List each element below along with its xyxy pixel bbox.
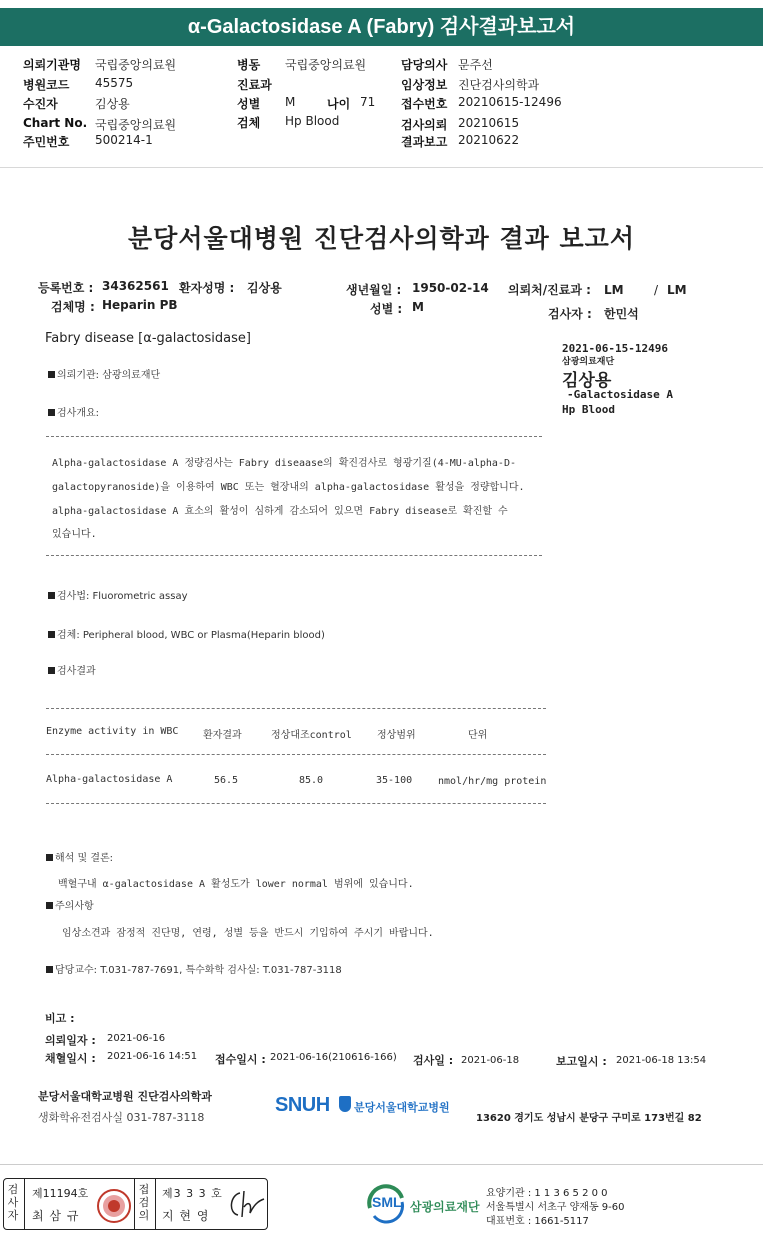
value-chart-no: 국립중앙의료원	[95, 118, 177, 132]
value-test-request: 20210615	[458, 116, 520, 130]
interpretation-title: 해석 및 결론:	[55, 853, 114, 864]
name-1: 최 삼 규	[32, 1209, 80, 1223]
request-date-value: 2021-06-16	[107, 1033, 166, 1044]
value-doctor: 문주선	[458, 58, 493, 72]
sml-org-name: 삼광의료재단	[410, 1200, 480, 1214]
license-1: 제11194호	[32, 1187, 89, 1200]
bullet-square-icon	[48, 592, 55, 599]
patient-name-label: 환자성명 :	[179, 281, 235, 295]
label-department: 진료과	[237, 78, 272, 92]
stamp-org: 삼광의료재단	[562, 357, 615, 367]
table-header-unit: 단위	[468, 730, 488, 741]
institution-section	[48, 366, 160, 381]
column-divider	[134, 1179, 135, 1229]
header-divider	[0, 167, 763, 168]
caution-section	[46, 897, 94, 912]
overview-line-3: alpha-galactosidase A 효소의 활성이 심하게 감소되어 있으면 Fabry disease로 확진할 수	[52, 506, 508, 517]
collect-label: 채혈일시 :	[45, 1052, 96, 1065]
label-receipt-no: 접수번호	[401, 97, 448, 111]
test-name: Fabry disease [α-galactosidase]	[45, 331, 251, 346]
request-date-label: 의뢰일자 :	[45, 1034, 96, 1047]
column-divider	[24, 1179, 25, 1229]
value-patient: 김상용	[95, 97, 130, 111]
overview-section-title	[48, 404, 99, 419]
table-header-range: 정상범위	[377, 730, 416, 741]
label-chart-no: Chart No.	[23, 116, 88, 130]
stamp-specimen: Hp Blood	[562, 403, 615, 416]
value-clinical-info: 진단검사의학과	[458, 78, 540, 92]
label-clinical-info: 임상정보	[401, 78, 448, 92]
result-section-title	[48, 662, 96, 677]
dashed-divider	[46, 555, 542, 556]
stamp-test: -Galactosidase A	[567, 388, 673, 401]
value-sex: M	[285, 95, 296, 109]
table-cell-patient-result: 56.5	[214, 775, 239, 786]
column-divider	[155, 1179, 156, 1229]
table-bottom-divider	[46, 803, 546, 804]
value-hospital-code: 45575	[95, 76, 134, 90]
table-top-divider	[46, 708, 546, 709]
remarks-label: 비고 :	[45, 1012, 75, 1025]
org-phone: 대표번호 : 1661-5117	[486, 1216, 589, 1227]
interpretation-section	[46, 849, 113, 864]
dept-separator: /	[654, 283, 659, 297]
footer-lab: 생화학유전검사실 031-787-3118	[38, 1111, 205, 1124]
bullet-square-icon	[46, 854, 53, 861]
bullet-square-icon	[46, 966, 53, 973]
org-address: 서울특별시 서초구 양재동 9-60	[486, 1202, 625, 1213]
overview-title: 검사개요:	[57, 408, 100, 419]
dept-label: 의뢰처/진료과 :	[508, 283, 591, 297]
org-code: 요양기관 : 1 1 3 6 5 2 0 0	[486, 1188, 608, 1199]
overview-line-1: Alpha-galactosidase A 정량검사는 Fabry diseaase의 확진검사로 형광기질(4-MU-alpha-D-	[52, 458, 516, 469]
dob-label: 생년월일 :	[346, 283, 402, 297]
table-cell-unit: nmol/hr/mg protein	[438, 776, 547, 787]
inspector-column-label: 접검의	[138, 1183, 150, 1222]
table-header-enzyme: Enzyme activity in WBC	[46, 726, 179, 737]
sex-label: 성별 :	[370, 302, 403, 316]
institution-text: 의뢰기관: 삼광의료재단	[57, 370, 161, 381]
dob-value: 1950-02-14	[412, 281, 489, 295]
label-doctor: 담당의사	[401, 58, 448, 72]
footer-address: 13620 경기도 성남시 분당구 구미로 173번길 82	[476, 1113, 702, 1124]
interpretation-text: 백혈구내 α-galactosidase A 활성도가 lower normal 범위에 있습니다.	[58, 879, 414, 890]
label-test-request: 검사의뢰	[401, 118, 448, 132]
report-date-value: 2021-06-18 13:54	[616, 1055, 707, 1066]
snuh-logo-text: 분당서울대학교병원	[354, 1101, 450, 1114]
table-header-patient-result: 환자결과	[203, 730, 242, 741]
signature-box	[3, 1178, 268, 1230]
caution-title: 주의사항	[55, 901, 94, 912]
test-date-value: 2021-06-18	[461, 1055, 520, 1066]
bullet-square-icon	[48, 631, 55, 638]
tester-value: 한민석	[604, 307, 639, 321]
report-date-label: 보고일시 :	[556, 1055, 607, 1068]
bullet-square-icon	[48, 409, 55, 416]
value-specimen: Hp Blood	[285, 114, 340, 128]
value-age: 71	[360, 95, 376, 109]
license-2: 제3 3 3 호	[162, 1187, 223, 1200]
caution-text: 임상소견과 잠정적 진단명, 연령, 성별 등을 반드시 기입하여 주시기 바랍니다.	[62, 928, 434, 939]
contact-section	[46, 961, 342, 976]
snuh-emblem-icon	[339, 1096, 351, 1112]
bullet-square-icon	[48, 371, 55, 378]
sml-logo-text: SML	[372, 1194, 402, 1210]
label-hospital-code: 병원코드	[23, 78, 70, 92]
dept-value-1: LM	[604, 283, 624, 297]
table-cell-control: 85.0	[299, 775, 324, 786]
label-result-report: 결과보고	[401, 135, 448, 149]
signature-icon	[226, 1187, 266, 1223]
tester-column-label: 검사자	[7, 1183, 19, 1222]
overview-line-2: galactopyranoside)을 이용하여 WBC 또는 혈장내의 alpha-galactosidase 활성을 정량합니다.	[52, 482, 525, 493]
result-title: 검사결과	[57, 666, 96, 677]
label-sex: 성별	[237, 97, 261, 111]
method-section	[48, 587, 188, 602]
table-cell-range: 35-100	[376, 775, 413, 786]
bullet-square-icon	[46, 902, 53, 909]
reg-value: 34362561	[102, 279, 169, 293]
seal-stamp-icon	[95, 1187, 133, 1225]
specimen-name-value: Heparin PB	[102, 298, 178, 312]
footer-dept: 분당서울대학교병원 진단검사의학과	[38, 1090, 212, 1103]
value-ward: 국립중앙의료원	[285, 58, 367, 72]
snuh-logo: SNUH	[275, 1094, 330, 1116]
test-date-label: 검사일 :	[413, 1054, 454, 1067]
table-cell-enzyme: Alpha-galactosidase A	[46, 774, 173, 785]
label-institution: 의뢰기관명	[23, 58, 81, 72]
stamp-receipt-no: 2021-06-15-12496	[562, 342, 668, 355]
receipt-label: 접수일시 :	[215, 1053, 266, 1066]
label-patient: 수진자	[23, 97, 58, 111]
label-age: 나이	[327, 97, 351, 111]
receipt-value: 2021-06-16(210616-166)	[270, 1052, 397, 1063]
specimen-name-label: 검체명 :	[51, 300, 95, 314]
tester-label: 검사자 :	[548, 307, 592, 321]
contact-text: 담당교수: T.031-787-7691, 특수화학 검사실: T.031-787-3118	[55, 965, 342, 976]
footer-divider	[0, 1164, 763, 1165]
table-header-control: 정상대조control	[271, 730, 352, 741]
patient-name-value: 김상용	[247, 281, 282, 295]
name-2: 지 현 영	[162, 1209, 210, 1223]
overview-line-4: 있습니다.	[52, 529, 97, 540]
label-resident-no: 주민번호	[23, 135, 70, 149]
label-specimen: 검체	[237, 116, 261, 130]
bullet-square-icon	[48, 667, 55, 674]
reg-label: 등록번호 :	[38, 281, 94, 295]
table-header-divider	[46, 754, 546, 755]
method-text: 검사법: Fluorometric assay	[57, 591, 188, 602]
value-institution: 국립중앙의료원	[95, 58, 177, 72]
specimen-section	[48, 626, 325, 641]
specimen-text: 검체: Peripheral blood, WBC or Plasma(Heparin blood)	[57, 630, 325, 641]
value-resident-no: 500214-1	[95, 133, 153, 147]
report-header-title: α-Galactosidase A (Fabry) 검사결과보고서	[0, 8, 763, 46]
dashed-divider	[46, 436, 542, 437]
label-ward: 병동	[237, 58, 261, 72]
collect-value: 2021-06-16 14:51	[107, 1051, 198, 1062]
stamp-patient: 김상용	[562, 371, 612, 391]
value-receipt-no: 20210615-12496	[458, 95, 562, 109]
sex-value: M	[412, 300, 424, 314]
dept-value-2: LM	[667, 283, 687, 297]
value-result-report: 20210622	[458, 133, 520, 147]
report-title: 분당서울대병원 진단검사의학과 결과 보고서	[128, 224, 635, 253]
